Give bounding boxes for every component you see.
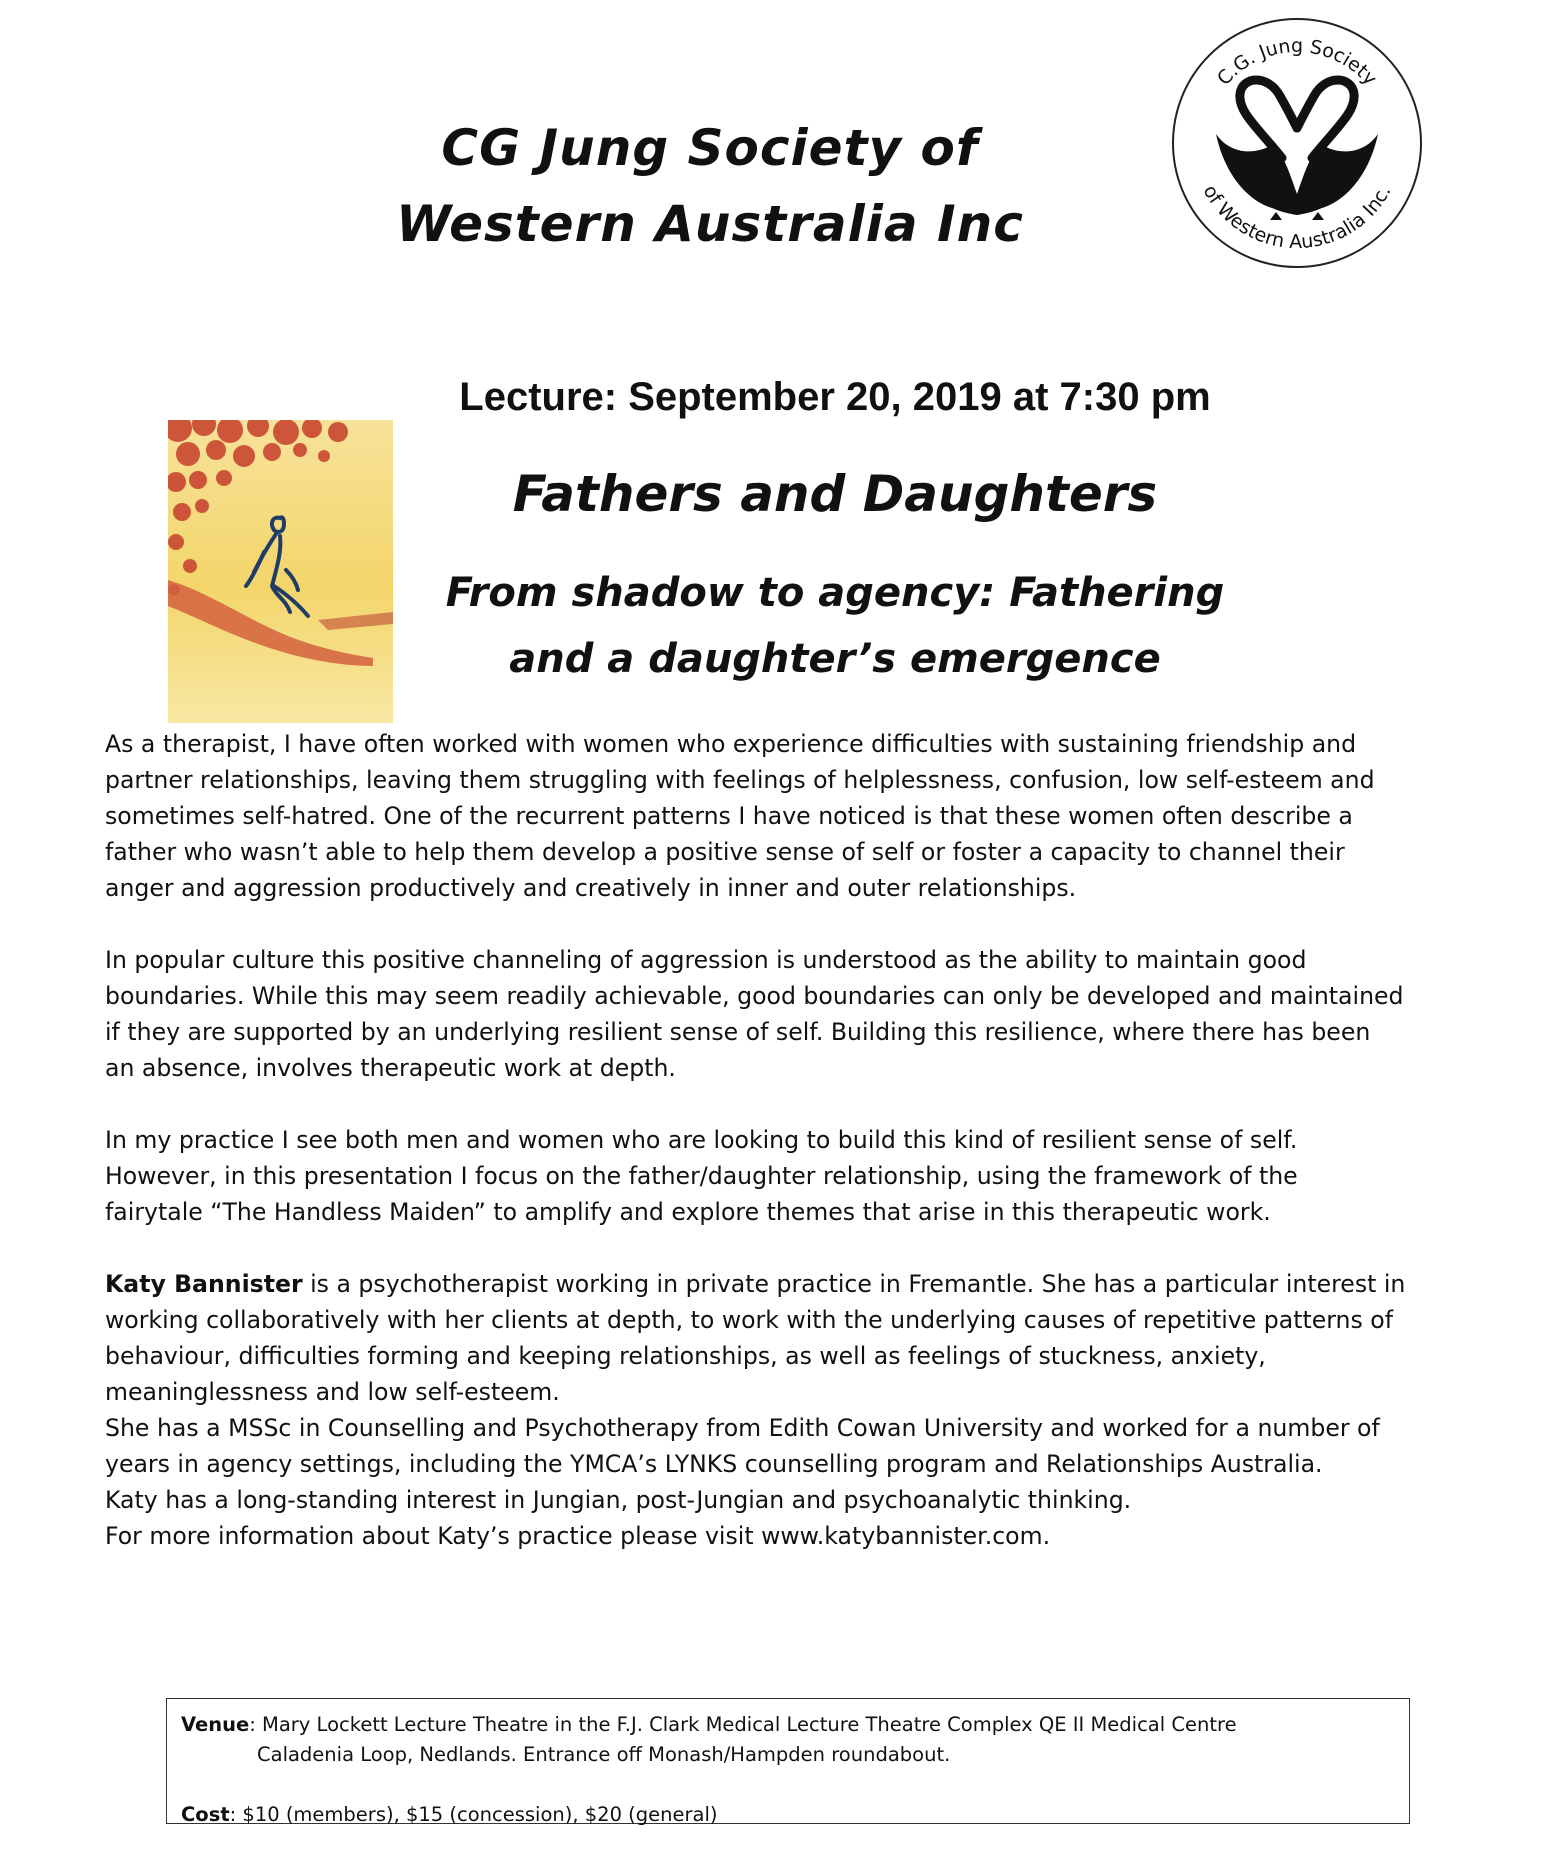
speaker-bio [105,1266,1425,1554]
cost-row [181,1800,1397,1830]
venue-row [181,1710,1397,1740]
paragraph-intro [105,726,1425,906]
text-line: fairytale “The Handless Maiden” to amplify and explore themes that arise in this therapeutic work. [105,1198,1271,1226]
org-title [360,110,1060,262]
cost-value: : $10 (members), $15 (concession), $20 (general) [229,1803,718,1826]
venue-label: Venue [181,1713,250,1736]
venue-line-1: : Mary Lockett Lecture Theatre in the F.J. Clark Medical Lecture Theatre Complex QE II Medical Centre [249,1713,1237,1736]
text-line: boundaries. While this may seem readily achievable, good boundaries can only be developed and maintained [105,982,1404,1010]
text-line: partner relationships, leaving them struggling with feelings of helplessness, confusion, low self-esteem and [105,766,1375,794]
speaker-name: Katy Bannister [105,1270,303,1298]
venue-line-2: Caladenia Loop, Nedlands. Entrance off Monash/Hampden roundabout. [257,1743,951,1766]
cost-label: Cost [181,1803,230,1826]
paragraph-boundaries [105,942,1425,1086]
text-line: is a psychotherapist working in private practice in Fremantle. She has a particular interest in [302,1270,1406,1298]
text-line: father who wasn’t able to help them develop a positive sense of self or foster a capacity to channel their [105,838,1345,866]
text-line: years in agency settings, including the YMCA’s LYNKS counselling program and Relationships Australia. [105,1450,1323,1478]
lecture-description [105,726,1425,1554]
society-logo [1170,16,1424,270]
text-line: However, in this presentation I focus on the father/daughter relationship, using the framework of the [105,1162,1298,1190]
text-line: anger and aggression productively and creatively in inner and outer relationships. [105,874,1077,902]
org-title-line-2: Western Australia Inc [396,195,1024,253]
text-line: if they are supported by an underlying resilient sense of self. Building this resilience, where there has been [105,1018,1371,1046]
text-line: sometimes self-hatred. One of the recurrent patterns I have noticed is that these women often describe a [105,802,1353,830]
logo-ring-text-bottom: of Western Australia Inc. [1198,181,1396,254]
logo-ring-text-top: C.G. Jung Society [1212,34,1382,90]
text-line: working collaboratively with her clients at depth, to work with the underlying causes of repetitive patterns of [105,1306,1394,1334]
painting-seated-figure-on-branch-icon [168,420,393,723]
venue-cost-box [166,1698,1410,1824]
paragraph-practice [105,1122,1425,1230]
text-line: behaviour, difficulties forming and keeping relationships, as well as feelings of stuckness, anxiety, [105,1342,1266,1370]
talk-subtitle [420,560,1250,692]
text-line: Katy has a long-standing interest in Jungian, post-Jungian and psychoanalytic thinking. [105,1486,1132,1514]
text-line: In popular culture this positive channeling of aggression is understood as the ability to maintain good [105,946,1307,974]
text-line: As a therapist, I have often worked with women who experience difficulties with sustaining friendship and [105,730,1357,758]
spacer [181,1770,1397,1800]
swan-pair-heart-logo-icon [1216,80,1378,220]
org-title-line-1: CG Jung Society of [441,119,979,177]
website-text: For more information about Katy’s practice please visit www.katybannister.com. [105,1522,1051,1550]
talk-subtitle-line-1: From shadow to agency: Fathering [445,570,1225,616]
text-line: In my practice I see both men and women who are looking to build this kind of resilient sense of self. [105,1126,1298,1154]
text-line: an absence, involves therapeutic work at depth. [105,1054,676,1082]
talk-title: Fathers and Daughters [512,465,1158,523]
lecture-date: Lecture: September 20, 2019 at 7:30 pm [459,375,1211,419]
text-line: meaninglessness and low self-esteem. [105,1378,560,1406]
text-line: She has a MSSc in Counselling and Psychotherapy from Edith Cowan University and worked for a number of [105,1414,1380,1442]
talk-subtitle-line-2: and a daughter’s emergence [509,636,1161,682]
